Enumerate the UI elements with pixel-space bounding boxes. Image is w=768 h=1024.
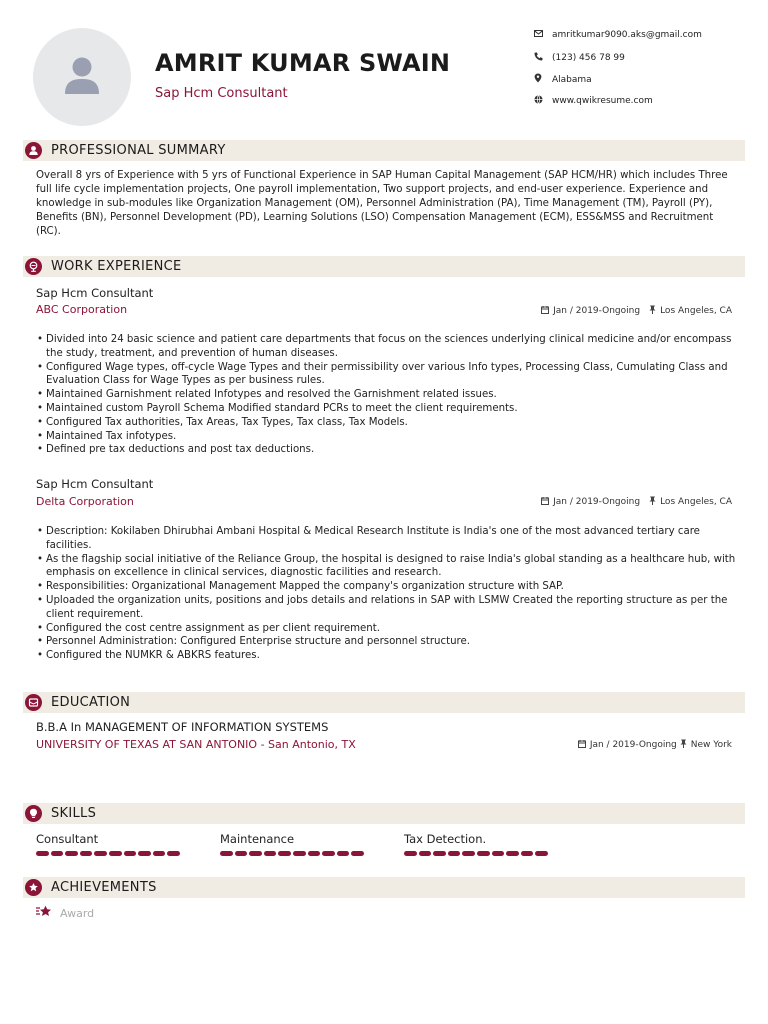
pushpin-icon: [649, 496, 656, 508]
pushpin-icon: [649, 305, 656, 317]
website-text[interactable]: www.qwikresume.com: [552, 96, 653, 106]
section-title: SKILLS: [51, 806, 97, 821]
job-company: Delta Corporation: [36, 495, 134, 508]
award-text: Award: [60, 906, 95, 920]
section-title: PROFESSIONAL SUMMARY: [51, 143, 226, 158]
map-pin-icon: [534, 73, 544, 86]
section-achievements: [23, 877, 745, 898]
trophy-icon: [25, 879, 42, 896]
list-item: • Divided into 24 basic science and patient care departments that focus on the sciences underlying clinical medicine and/or encompass the study, treatment, and prevention of human diseases.: [36, 333, 736, 361]
section-title: ACHIEVEMENTS: [51, 880, 157, 895]
skill-bar: [404, 851, 548, 856]
contact-phone: [534, 52, 625, 64]
education-meta: [578, 739, 732, 751]
pushpin-icon: [680, 739, 687, 751]
job-date: Jan / 2019-Ongoing: [553, 306, 641, 316]
graduation-cap-icon: [25, 694, 42, 711]
job-title: Sap Hcm Consultant: [36, 286, 154, 300]
job-bullets: [36, 333, 736, 457]
section-education: [23, 692, 745, 713]
job-company: ABC Corporation: [36, 303, 128, 316]
list-item: • Responsibilities: Organizational Management Mapped the company's organization structure with SAP.: [36, 580, 736, 594]
list-item: • Description: Kokilaben Dhirubhai Ambani Hospital & Medical Research Institute is India's one of the most advanced tertiary care facilities.: [36, 525, 736, 553]
contact-email: [534, 30, 702, 40]
user-icon: [63, 56, 101, 96]
calendar-icon: [578, 740, 586, 751]
section-work-experience: [23, 256, 745, 277]
email-text: amritkumar9090.aks@gmail.com: [552, 30, 702, 40]
job-location: Los Angeles, CA: [660, 306, 732, 316]
skill-name: Maintenance: [220, 832, 295, 846]
globe-icon: [534, 95, 544, 107]
phone-text: (123) 456 78 99: [552, 53, 625, 63]
summary-text: Overall 8 yrs of Experience with 5 yrs of Functional Experience in SAP Human Capital Management (SAP HCM/HR) which includes Three full life cycle implementation projects, One payroll implementation, Two support projects, and end-user experience. Experience and knowledge in sub-modules like Organization Management (OM), Personnel Administration (PA), Time Management (TM), Payroll (PY), Benefits (BN), Personnel Development (PD), Learning Solutions (LSO) Compensation Management (ECM), ESS&MSS and Recruitment (RC).: [36, 170, 728, 237]
section-title: WORK EXPERIENCE: [51, 259, 182, 274]
location-text: Alabama: [552, 74, 592, 85]
list-item: • Configured Tax authorities, Tax Areas, Tax Types, Tax class, Tax Models.: [36, 416, 736, 430]
job-bullets: [36, 525, 736, 663]
phone-icon: [534, 52, 544, 64]
skill-bar: [220, 851, 364, 856]
job-date: Jan / 2019-Ongoing: [553, 497, 641, 507]
list-item: • Uploaded the organization units, positions and jobs details and relations in SAP with LSMW Created the reporting structure as per the client requirement.: [36, 594, 736, 622]
degree-title: B.B.A In MANAGEMENT OF INFORMATION SYSTEMS: [36, 720, 329, 734]
contact-location: [534, 73, 592, 86]
skill-bar: [36, 851, 180, 856]
list-item: • Maintained Tax infotypes.: [36, 430, 736, 444]
school-name: UNIVERSITY OF TEXAS AT SAN ANTONIO - San Antonio, TX: [36, 738, 356, 751]
job-meta: [541, 305, 732, 317]
section-title: EDUCATION: [51, 695, 131, 710]
list-item: • As the flagship social initiative of the Reliance Group, the hospital is designed to raise India's global standing as a healthcare hub, with emphasis on excellence in clinical services, diagnostic facilities and research.: [36, 553, 736, 581]
avatar: [33, 28, 131, 126]
job-meta: [541, 496, 732, 508]
briefcase-icon: [25, 258, 42, 275]
list-item: • Configured the cost centre assignment as per client requirement.: [36, 622, 736, 636]
section-skills: [23, 803, 745, 824]
candidate-name: AMRIT KUMAR SWAIN: [155, 49, 451, 77]
list-item: • Personnel Administration: Configured Enterprise structure and personnel structure.: [36, 635, 736, 649]
skill-name: Consultant: [36, 832, 99, 846]
list-item: • Defined pre tax deductions and post tax deductions.: [36, 443, 736, 457]
list-item: • Maintained Garnishment related Infotypes and resolved the Garnishment related issues.: [36, 388, 736, 402]
list-item: • Configured Wage types, off-cycle Wage Types and their permissibility over various Info types, Processing Class, Cumulating Class and Evaluation Class for Wage Types as per business rules.: [36, 361, 736, 389]
education-location: New York: [690, 740, 732, 750]
calendar-icon: [541, 497, 549, 508]
job-location: Los Angeles, CA: [660, 497, 732, 507]
section-professional-summary: [23, 140, 745, 161]
contact-website[interactable]: [534, 95, 653, 107]
candidate-role: Sap Hcm Consultant: [155, 86, 288, 101]
job-title: Sap Hcm Consultant: [36, 477, 154, 491]
star-icon: [36, 905, 52, 921]
person-icon: [25, 142, 42, 159]
envelope-icon: [534, 30, 544, 40]
list-item: • Maintained custom Payroll Schema Modified standard PCRs to meet the client requirements.: [36, 402, 736, 416]
lightbulb-icon: [25, 805, 42, 822]
achievement-item: [36, 905, 94, 921]
calendar-icon: [541, 306, 549, 317]
list-item: • Configured the NUMKR & ABKRS features.: [36, 649, 736, 663]
education-date: Jan / 2019-Ongoing: [589, 740, 677, 750]
skill-name: Tax Detection.: [404, 832, 487, 846]
